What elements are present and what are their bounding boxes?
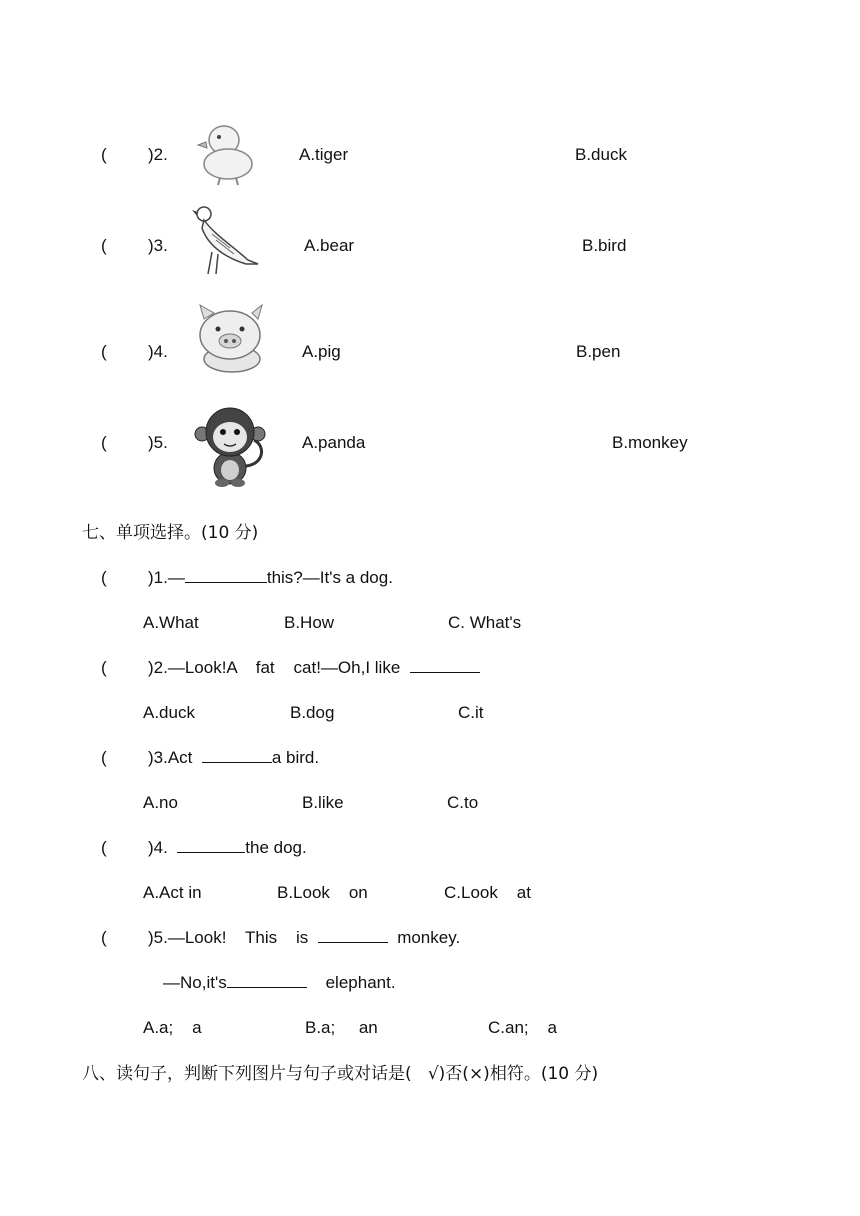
option-b: B.a; an bbox=[305, 1018, 378, 1037]
pig-image bbox=[194, 303, 268, 375]
section-7-title: 七、单项选择。(10 分) bbox=[82, 523, 259, 543]
answer-paren: ( bbox=[101, 658, 107, 677]
option-c: C.it bbox=[458, 703, 484, 722]
question-text: )1.— this?—It's a dog. bbox=[148, 568, 393, 587]
option-b: B.duck bbox=[575, 145, 627, 164]
option-b: B.dog bbox=[290, 703, 335, 722]
option-b: B.pen bbox=[576, 342, 621, 361]
option-a: A.pig bbox=[302, 342, 341, 361]
question-text: )4. the dog. bbox=[148, 838, 307, 857]
option-a: A.Act in bbox=[143, 883, 202, 902]
option-a: A.duck bbox=[143, 703, 195, 722]
fill-blank bbox=[202, 748, 272, 763]
fill-blank bbox=[185, 568, 267, 583]
item-number: )2. bbox=[148, 145, 168, 164]
option-c: C. What's bbox=[448, 613, 522, 632]
item-number: )4. bbox=[148, 342, 168, 361]
answer-paren: ( bbox=[101, 236, 107, 255]
item-number: )5. bbox=[148, 433, 168, 452]
option-a: A.tiger bbox=[299, 145, 349, 164]
option-c: C.Look at bbox=[444, 883, 531, 902]
answer-paren: ( bbox=[101, 748, 107, 767]
option-b: B.monkey bbox=[612, 433, 688, 452]
fill-blank bbox=[177, 838, 245, 853]
option-a: A.no bbox=[143, 793, 178, 812]
option-b: B.How bbox=[284, 613, 335, 632]
fill-blank bbox=[227, 973, 307, 988]
answer-paren: ( bbox=[101, 928, 107, 947]
answer-paren: ( bbox=[101, 838, 107, 857]
monkey-image bbox=[194, 406, 268, 488]
section-8-title: 八、读句子，判断下列图片与句子或对话是( √)否(×)相符。(10 分) bbox=[82, 1064, 599, 1084]
option-b: B.bird bbox=[582, 236, 627, 255]
answer-paren: ( bbox=[101, 433, 107, 452]
answer-paren: ( bbox=[101, 568, 107, 587]
option-b: B.Look on bbox=[277, 883, 368, 902]
fill-blank bbox=[410, 658, 480, 673]
bird-image bbox=[190, 204, 262, 278]
item-number: )3. bbox=[148, 236, 168, 255]
answer-paren: ( bbox=[101, 145, 107, 164]
option-a: A.bear bbox=[304, 236, 355, 255]
option-a: A.panda bbox=[302, 433, 366, 452]
question-text-line-2: —No,it's elephant. bbox=[163, 973, 396, 992]
answer-paren: ( bbox=[101, 342, 107, 361]
question-text: )3.Act a bird. bbox=[148, 748, 320, 767]
option-c: C.to bbox=[447, 793, 479, 812]
option-a: A.a; a bbox=[143, 1018, 202, 1037]
question-text: )5.—Look! This is monkey. bbox=[148, 928, 461, 947]
fill-blank bbox=[318, 928, 388, 943]
option-b: B.like bbox=[302, 793, 344, 812]
question-text: )2.—Look!A fat cat!—Oh,I like bbox=[148, 658, 480, 678]
option-c: C.an; a bbox=[488, 1018, 557, 1037]
option-a: A.What bbox=[143, 613, 199, 632]
duck-image bbox=[194, 118, 264, 188]
